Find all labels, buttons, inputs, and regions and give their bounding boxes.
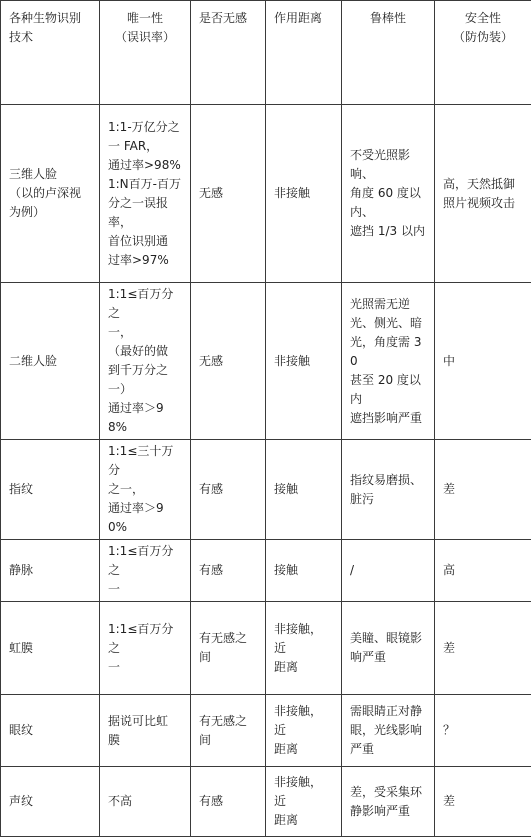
cell-line: 眼，光线影响 bbox=[350, 721, 426, 740]
cell-line: 通过率>98% bbox=[108, 156, 182, 175]
cell-line: 中 bbox=[443, 352, 523, 371]
table-row bbox=[1, 440, 531, 540]
header-line: 鲁棒性 bbox=[350, 9, 426, 28]
cell-line: 无感 bbox=[199, 352, 257, 371]
cell-line: 非接触，近 bbox=[274, 773, 333, 811]
cell-line: 差 bbox=[443, 639, 523, 658]
cell-line: 高 bbox=[443, 561, 523, 580]
cell-line: 非接触 bbox=[274, 352, 333, 371]
technology-cell bbox=[1, 695, 100, 767]
cell-line: 膜 bbox=[108, 731, 182, 750]
cell-line: 过率>97% bbox=[108, 251, 182, 270]
cell-line: 通过率＞98% bbox=[108, 399, 182, 437]
cell-line: 角度 60 度以 bbox=[350, 184, 426, 203]
technology-cell bbox=[1, 105, 100, 283]
security-cell bbox=[435, 602, 531, 695]
header-line: 作用距离 bbox=[274, 9, 333, 28]
header-uniqueness bbox=[100, 1, 191, 105]
cell-line: / bbox=[350, 561, 426, 580]
cell-line: 指纹易磨损、 bbox=[350, 471, 426, 490]
cell-line: 非接触，近 bbox=[274, 620, 333, 658]
cell-line: 为例） bbox=[9, 203, 91, 222]
cell-line: 据说可比虹 bbox=[108, 712, 182, 731]
header-line: （防伪装） bbox=[443, 28, 523, 47]
cell-line: 1:1≤百万分之 bbox=[108, 285, 182, 323]
cell-line: 遮挡影响严重 bbox=[350, 409, 426, 428]
cell-line: 无感 bbox=[199, 184, 257, 203]
technology-cell bbox=[1, 767, 100, 837]
cell-line: 高，天然抵御 bbox=[443, 175, 523, 194]
table-row bbox=[1, 767, 531, 837]
header-row bbox=[1, 1, 531, 105]
technology-cell bbox=[1, 440, 100, 540]
cell-line: 眼纹 bbox=[9, 721, 91, 740]
cell-line: 接触 bbox=[274, 561, 333, 580]
contactless-cell bbox=[191, 105, 266, 283]
cell-line: 有感 bbox=[199, 480, 257, 499]
robustness-cell bbox=[342, 602, 435, 695]
cell-line: 距离 bbox=[274, 740, 333, 759]
robustness-cell bbox=[342, 105, 435, 283]
cell-line: 遮挡 1/3 以内 bbox=[350, 222, 426, 241]
cell-line: （以的卢深视 bbox=[9, 184, 91, 203]
cell-line: 一 FAR， bbox=[108, 137, 182, 156]
uniqueness-cell bbox=[100, 602, 191, 695]
distance-cell bbox=[266, 767, 342, 837]
cell-line: 之一， bbox=[108, 480, 182, 499]
cell-line: 内、 bbox=[350, 203, 426, 222]
cell-line: 三维人脸 bbox=[9, 165, 91, 184]
cell-line: 内 bbox=[350, 390, 426, 409]
cell-line: 甚至 20 度以 bbox=[350, 371, 426, 390]
security-cell bbox=[435, 105, 531, 283]
header-line: 技术 bbox=[9, 28, 91, 47]
header-line: 各种生物识别 bbox=[9, 9, 91, 28]
table-row bbox=[1, 695, 531, 767]
cell-line: 静影响严重 bbox=[350, 802, 426, 821]
cell-line: 间 bbox=[199, 731, 257, 750]
cell-line: 差 bbox=[443, 792, 523, 811]
contactless-cell bbox=[191, 440, 266, 540]
contactless-cell bbox=[191, 767, 266, 837]
cell-line: 响严重 bbox=[350, 648, 426, 667]
cell-line: （最好的做 bbox=[108, 342, 182, 361]
header-line: 安全性 bbox=[443, 9, 523, 28]
security-cell bbox=[435, 440, 531, 540]
cell-line: 非接触，近 bbox=[274, 702, 333, 740]
cell-line: 照片视频攻击 bbox=[443, 194, 523, 213]
cell-line: 光、侧光、暗 bbox=[350, 314, 426, 333]
uniqueness-cell bbox=[100, 540, 191, 602]
cell-line: 指纹 bbox=[9, 480, 91, 499]
robustness-cell bbox=[342, 440, 435, 540]
cell-line: 1:1≤三十万分 bbox=[108, 442, 182, 480]
contactless-cell bbox=[191, 540, 266, 602]
cell-line: 1:N百万-百万 bbox=[108, 175, 182, 194]
uniqueness-cell bbox=[100, 105, 191, 283]
security-cell bbox=[435, 695, 531, 767]
header-security bbox=[435, 1, 531, 105]
cell-line: 距离 bbox=[274, 811, 333, 830]
cell-line: 严重 bbox=[350, 740, 426, 759]
uniqueness-cell bbox=[100, 440, 191, 540]
header-technology bbox=[1, 1, 100, 105]
cell-line: 有无感之 bbox=[199, 712, 257, 731]
cell-line: 率， bbox=[108, 213, 182, 232]
distance-cell bbox=[266, 105, 342, 283]
table-row bbox=[1, 602, 531, 695]
cell-line: 有无感之 bbox=[199, 629, 257, 648]
distance-cell bbox=[266, 440, 342, 540]
cell-line: 美瞳、眼镜影 bbox=[350, 629, 426, 648]
robustness-cell bbox=[342, 540, 435, 602]
cell-line: 1:1≤百万分之 bbox=[108, 542, 182, 580]
cell-line: 光，角度需 30 bbox=[350, 333, 426, 371]
cell-line: 差，受采集环 bbox=[350, 783, 426, 802]
contactless-cell bbox=[191, 695, 266, 767]
table-row bbox=[1, 283, 531, 440]
cell-line: 首位识别通 bbox=[108, 232, 182, 251]
cell-line: 非接触 bbox=[274, 184, 333, 203]
security-cell bbox=[435, 283, 531, 440]
technology-cell bbox=[1, 602, 100, 695]
robustness-cell bbox=[342, 767, 435, 837]
security-cell bbox=[435, 540, 531, 602]
cell-line: 1:1-万亿分之 bbox=[108, 118, 182, 137]
cell-line: 到千万分之 bbox=[108, 361, 182, 380]
cell-line: 间 bbox=[199, 648, 257, 667]
cell-line: 静脉 bbox=[9, 561, 91, 580]
uniqueness-cell bbox=[100, 695, 191, 767]
technology-cell bbox=[1, 283, 100, 440]
cell-line: 不受光照影 bbox=[350, 146, 426, 165]
distance-cell bbox=[266, 602, 342, 695]
technology-cell bbox=[1, 540, 100, 602]
cell-line: 二维人脸 bbox=[9, 352, 91, 371]
distance-cell bbox=[266, 540, 342, 602]
cell-line: 需眼睛正对静 bbox=[350, 702, 426, 721]
table-row bbox=[1, 105, 531, 283]
robustness-cell bbox=[342, 283, 435, 440]
header-contactless bbox=[191, 1, 266, 105]
cell-line: 有感 bbox=[199, 792, 257, 811]
cell-line: 通过率＞90% bbox=[108, 499, 182, 537]
table-row bbox=[1, 540, 531, 602]
header-line: 唯一性 bbox=[108, 9, 182, 28]
header-robustness bbox=[342, 1, 435, 105]
cell-line: 光照需无逆 bbox=[350, 295, 426, 314]
cell-line: 距离 bbox=[274, 658, 333, 677]
cell-line: 一， bbox=[108, 323, 182, 342]
uniqueness-cell bbox=[100, 283, 191, 440]
cell-line: 响、 bbox=[350, 165, 426, 184]
cell-line: 一 bbox=[108, 580, 182, 599]
cell-line: 不高 bbox=[108, 792, 182, 811]
cell-line: 声纹 bbox=[9, 792, 91, 811]
cell-line: 虹膜 bbox=[9, 639, 91, 658]
header-line: 是否无感 bbox=[199, 9, 257, 28]
header-distance bbox=[266, 1, 342, 105]
cell-line: 有感 bbox=[199, 561, 257, 580]
security-cell bbox=[435, 767, 531, 837]
robustness-cell bbox=[342, 695, 435, 767]
cell-line: 接触 bbox=[274, 480, 333, 499]
cell-line: 1:1≤百万分之 bbox=[108, 620, 182, 658]
distance-cell bbox=[266, 695, 342, 767]
distance-cell bbox=[266, 283, 342, 440]
cell-line: 一） bbox=[108, 380, 182, 399]
cell-line: 脏污 bbox=[350, 490, 426, 509]
header-line: （误识率） bbox=[108, 28, 182, 47]
cell-line: ？ bbox=[443, 721, 523, 740]
contactless-cell bbox=[191, 602, 266, 695]
cell-line: 分之一误报 bbox=[108, 194, 182, 213]
cell-line: 差 bbox=[443, 480, 523, 499]
contactless-cell bbox=[191, 283, 266, 440]
cell-line: 一 bbox=[108, 658, 182, 677]
uniqueness-cell bbox=[100, 767, 191, 837]
